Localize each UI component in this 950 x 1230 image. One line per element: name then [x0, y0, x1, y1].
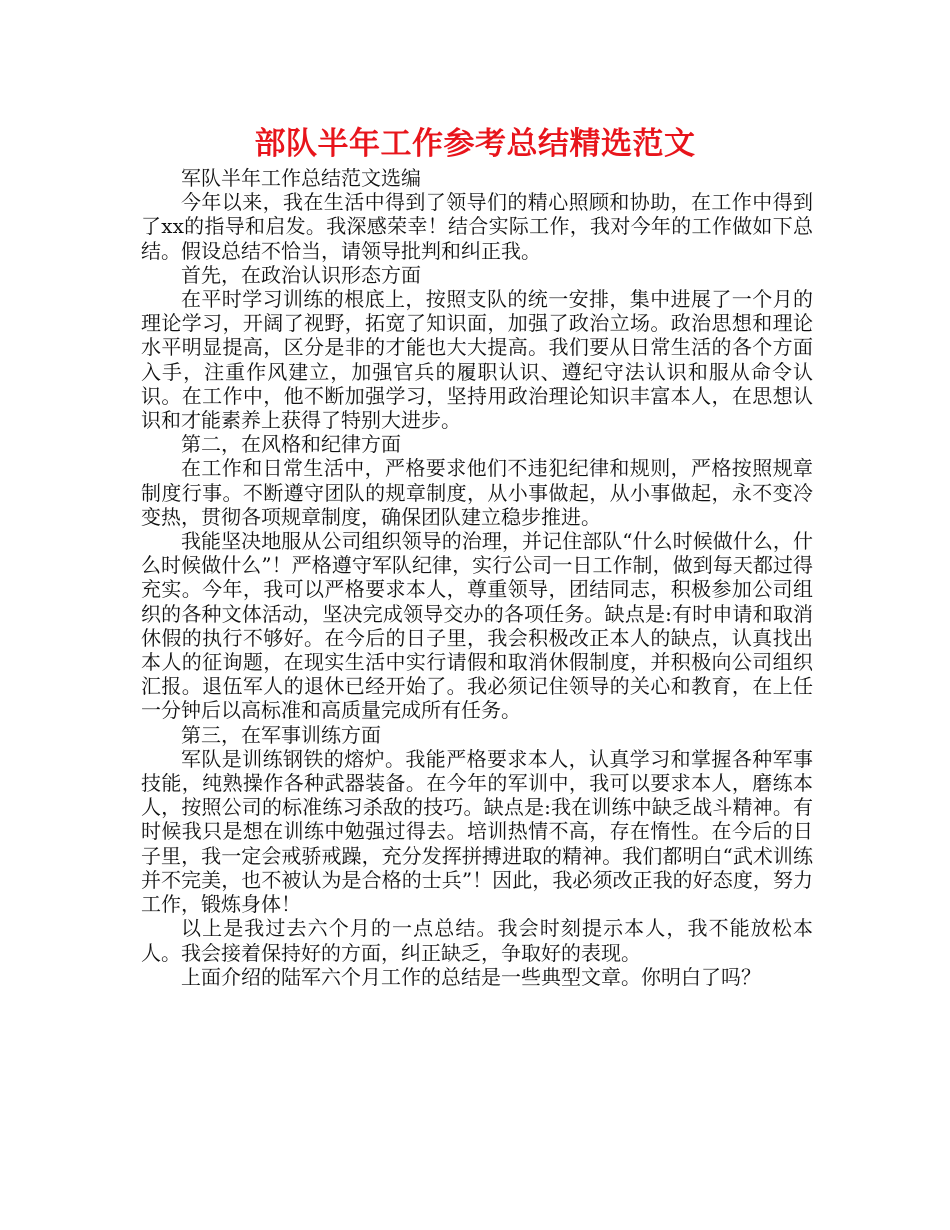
document-body	[141, 166, 813, 989]
paragraph-discipline-1: 在工作和日常生活中，严格要求他们不违犯纪律和规则，严格按照规章制度行事。不断遵守团队的规章制度，从小事做起，从小事做起，永不变冷变热，贯彻各项规章制度，确保团队建立稳步推进。	[141, 456, 813, 529]
paragraph-discipline-2: 我能坚决地服从公司组织领导的治理，并记住部队“什么时候做什么，什么时候做什么”！严格遵守军队纪律，实行公司一日工作制，做到每天都过得充实。今年，我可以严格要求本人，尊重领导，团结同志，积极参加公司组织的各种文体活动，坚决完成领导交办的各项任务。缺点是:有时申请和取消休假的执行不够好。在今后的日子里，我会积极改正本人的缺点，认真找出本人的征询题，在现实生活中实行请假和取消休假制度，并积极向公司组织汇报。退伍军人的退休已经开始了。我必须记住领导的关心和教育，在上任一分钟后以高标准和高质量完成所有任务。	[141, 529, 813, 723]
paragraph-military: 军队是训练钢铁的熔炉。我能严格要求本人，认真学习和掌握各种军事技能，纯熟操作各种武器装备。在今年的军训中，我可以要求本人，磨练本人，按照公司的标准练习杀敌的技巧。缺点是:我在训练中缺乏战斗精神。有时候我只是想在训练中勉强过得去。培训热情不高，存在惰性。在今后的日子里，我一定会戒骄戒躁，充分发挥拼搏进取的精神。我们都明白“武术训练并不完美，也不被认为是合格的士兵”！因此，我必须改正我的好态度，努力工作，锻炼身体！	[141, 746, 813, 917]
section-heading-discipline: 第二，在风格和纪律方面	[181, 432, 401, 457]
paragraph-intro: 今年以来，我在生活中得到了领导们的精心照顾和协助，在工作中得到了xx的指导和启发。我深感荣幸！结合实际工作，我对今年的工作做如下总结。假设总结不恰当，请领导批判和纠正我。	[141, 190, 813, 263]
paragraph-subtitle: 军队半年工作总结范文选编	[181, 166, 421, 190]
section-heading-military: 第三，在军事训练方面	[181, 722, 381, 747]
paragraph-political: 在平时学习训练的根底上，按照支队的统一安排，集中进展了一个月的理论学习，开阔了视野，拓宽了知识面，加强了政治立场。政治思想和理论水平明显提高，区分是非的才能也大大提高。我们要从日常生活的各个方面入手，注重作风建立，加强官兵的履职认识、遵纪守法认识和服从命令认识。在工作中，他不断加强学习，坚持用政治理论知识丰富本人，在思想认识和才能素养上获得了特别大进步。	[141, 287, 813, 433]
document-title: 部队半年工作参考总结精选范文	[254, 126, 696, 162]
section-heading-political: 首先，在政治认识形态方面	[181, 262, 421, 287]
paragraph-closing: 上面介绍的陆军六个月工作的总结是一些典型文章。你明白了吗？	[181, 964, 761, 989]
paragraph-conclusion: 以上是我过去六个月的一点总结。我会时刻提示本人，我不能放松本人。我会接着保持好的方面，纠正缺乏，争取好的表现。	[141, 916, 813, 965]
